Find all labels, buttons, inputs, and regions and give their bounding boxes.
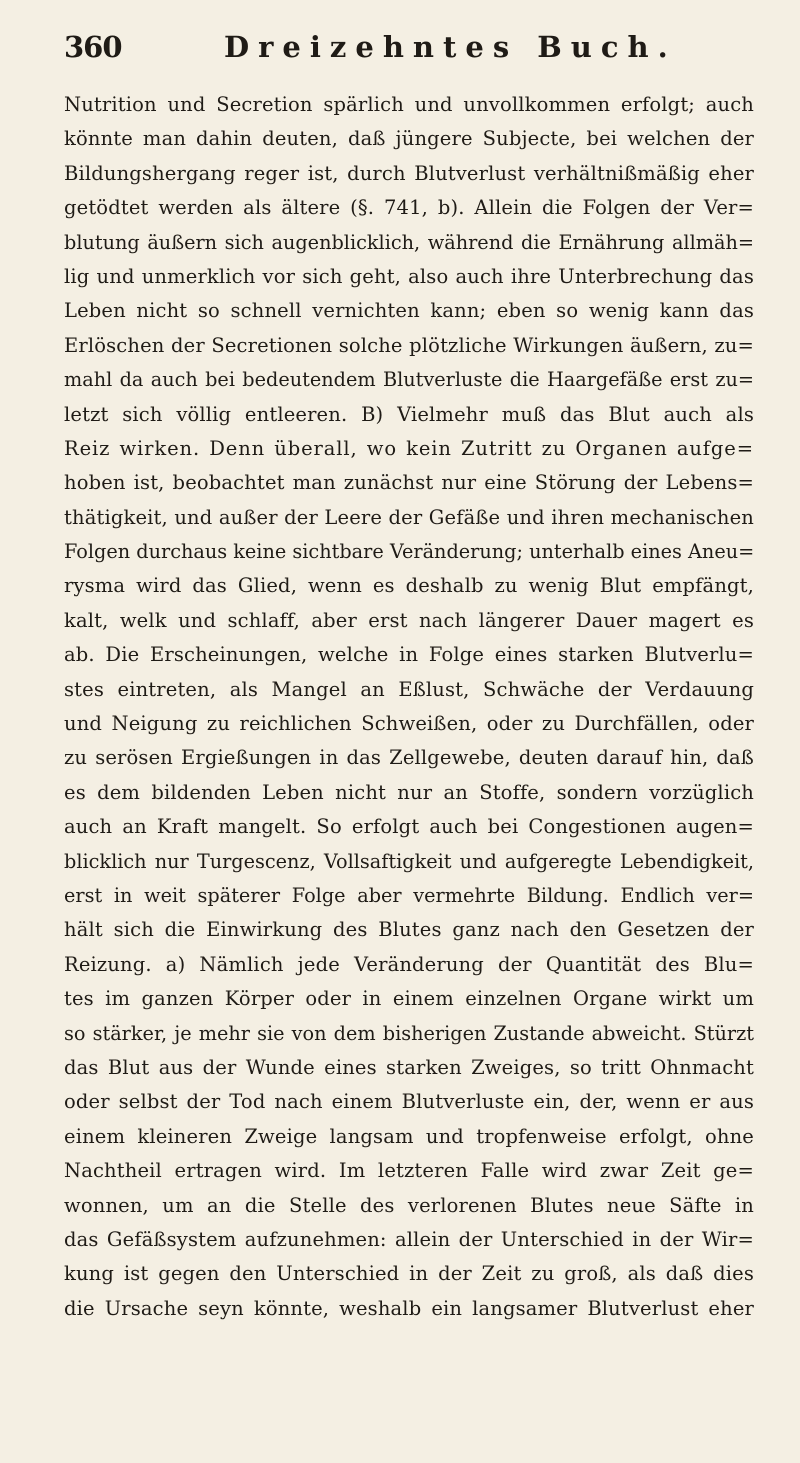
text-line: auch an Kraft mangelt. So erfolgt auch bei Congestionen augen= [64, 815, 754, 839]
text-line: Nutrition und Secretion spärlich und unvollkommen erfolgt; auch [64, 93, 754, 116]
text-line: kalt, welk und schlaff, aber erst nach längerer Dauer magert es [64, 608, 754, 632]
text-line: das Gefäßsystem aufzunehmen: allein der Unterschied in der Wir= [64, 1227, 754, 1251]
text-line: lig und unmerklich vor sich geht, also auch ihre Unterbrechung das [64, 264, 754, 288]
text-line: könnte man dahin deuten, daß jüngere Subjecte, bei welchen der [64, 127, 754, 151]
text-line: Bildungshergang reger ist, durch Blutverlust verhältnißmäßig eher [64, 161, 754, 185]
text-line: das Blut aus der Wunde eines starken Zweiges, so tritt Ohnmacht [64, 1055, 754, 1079]
text-line: oder selbst der Tod nach einem Blutverluste ein, der, wenn er aus [64, 1090, 754, 1114]
text-line: Leben nicht so schnell vernichten kann; eben so wenig kann das [64, 299, 754, 323]
text-line: es dem bildenden Leben nicht nur an Stoffe, sondern vorzüglich [64, 780, 754, 804]
text-line: Reizung. a) Nämlich jede Veränderung der Quantität des Blu= [64, 952, 754, 976]
text-line: getödtet werden als ältere (§. 741, b). Allein die Folgen der Ver= [64, 196, 754, 220]
running-title: Dreizehntes Buch. [224, 30, 677, 64]
text-line: tes im ganzen Körper oder in einem einzelnen Organe wirkt um [64, 987, 754, 1011]
text-line: Reiz wirken. Denn überall, wo kein Zutritt zu Organen aufge= [64, 436, 754, 460]
text-line: einem kleineren Zweige langsam und tropfenweise erfolgt, ohne [64, 1124, 754, 1148]
text-line: mahl da auch bei bedeutendem Blutverluste die Haargefäße erst zu= [64, 368, 754, 392]
body-text [64, 88, 754, 1326]
text-line: stes eintreten, als Mangel an Eßlust, Schwäche der Verdauung [64, 677, 754, 701]
text-line: hält sich die Einwirkung des Blutes ganz nach den Gesetzen der [64, 918, 754, 942]
text-line: Folgen durchaus keine sichtbare Veränderung; unterhalb eines Aneu= [64, 540, 755, 564]
page-header [64, 30, 748, 70]
page-number: 360 [64, 30, 122, 64]
text-line: rysma wird das Glied, wenn es deshalb zu wenig Blut empfängt, [64, 574, 754, 598]
text-line: erst in weit späterer Folge aber vermehrte Bildung. Endlich ver= [64, 883, 754, 907]
text-line: wonnen, um an die Stelle des verlorenen Blutes neue Säfte in [64, 1193, 754, 1217]
text-line: zu serösen Ergießungen in das Zellgewebe, deuten darauf hin, daß [64, 746, 754, 770]
text-line: letzt sich völlig entleeren. B) Vielmehr muß das Blut auch als [64, 402, 754, 426]
text-line: und Neigung zu reichlichen Schweißen, oder zu Durchfällen, oder [64, 712, 754, 736]
text-line: Nachtheil ertragen wird. Im letzteren Falle wird zwar Zeit ge= [64, 1159, 754, 1183]
text-line: thätigkeit, und außer der Leere der Gefäße und ihren mechanischen [64, 505, 754, 529]
text-line: blicklich nur Turgescenz, Vollsaftigkeit und aufgeregte Lebendigkeit, [64, 849, 754, 873]
text-line: blutung äußern sich augenblicklich, während die Ernährung allmäh= [64, 230, 754, 254]
text-line: die Ursache seyn könnte, weshalb ein langsamer Blutverlust eher [64, 1296, 754, 1320]
text-line: hoben ist, beobachtet man zunächst nur eine Störung der Lebens= [64, 471, 754, 495]
text-line: ab. Die Erscheinungen, welche in Folge eines starken Blutverlu= [64, 643, 754, 667]
text-line: so stärker, je mehr sie von dem bisherigen Zustande abweicht. Stürzt [64, 1021, 754, 1045]
text-line: Erlöschen der Secretionen solche plötzliche Wirkungen äußern, zu= [64, 333, 754, 357]
text-line: kung ist gegen den Unterschied in der Zeit zu groß, als daß dies [64, 1262, 754, 1286]
